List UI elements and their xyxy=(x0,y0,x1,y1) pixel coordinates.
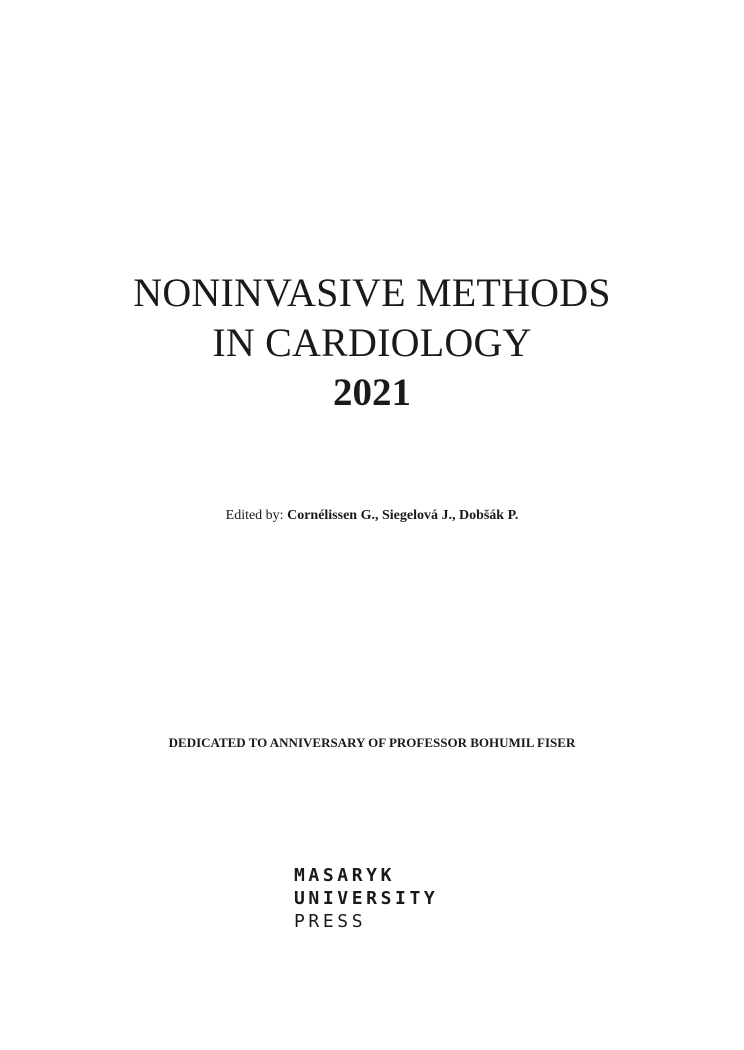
dedication: DEDICATED TO ANNIVERSARY OF PROFESSOR BOHUMIL FISER xyxy=(168,735,576,750)
publisher-logo xyxy=(294,864,464,933)
editors-prefix: Edited by: xyxy=(225,508,284,523)
publisher-line-3: PRESS xyxy=(294,911,367,932)
title-year: 2021 xyxy=(333,371,411,414)
editors-line xyxy=(0,506,744,526)
publisher-line-1: MASARYK xyxy=(294,865,396,886)
title-line-1: NONINVASIVE METHODS xyxy=(133,270,611,315)
editors-names: Cornélissen G., Siegelová J., Dobšák P. xyxy=(287,508,519,523)
publisher-line-2: UNIVERSITY xyxy=(294,888,439,909)
title-line-2: IN CARDIOLOGY xyxy=(212,320,532,365)
book-title xyxy=(0,268,744,418)
